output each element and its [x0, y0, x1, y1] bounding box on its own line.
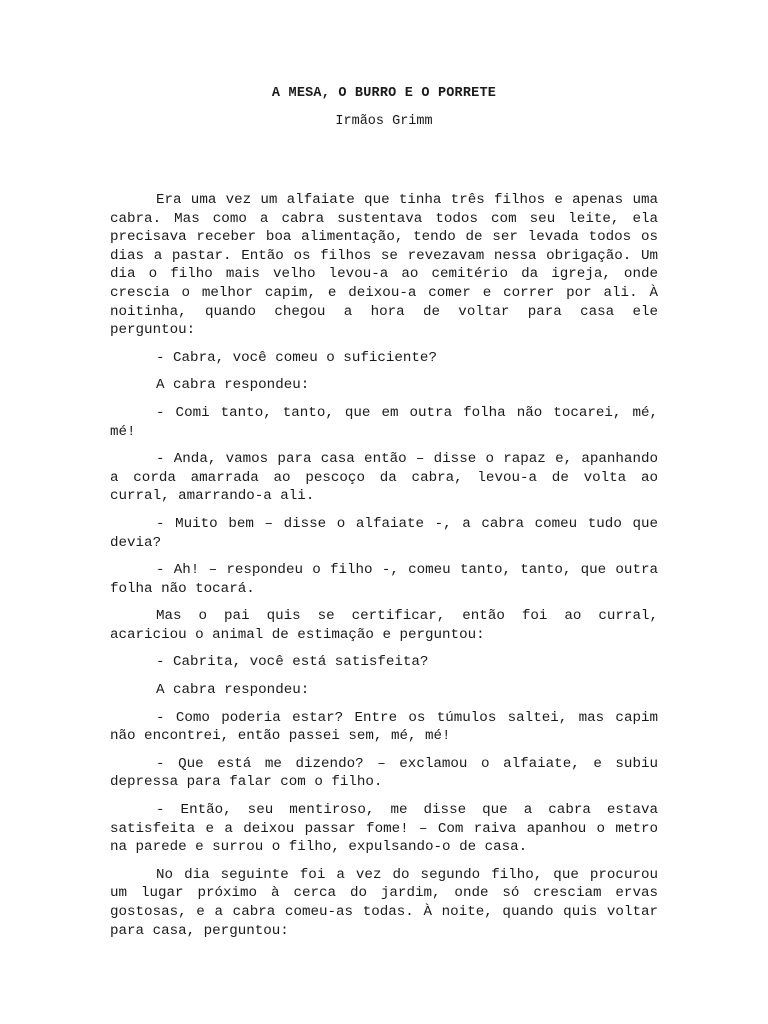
- paragraph: No dia seguinte foi a vez do segundo filho, que procurou um lugar próximo à cerca do jardim, onde só cresciam ervas gostosas, e a cabra comeu-as todas. À noite, quando quis voltar para casa, perguntou:: [110, 866, 658, 939]
- paragraph: Mas o pai quis se certificar, então foi ao curral, acariciou o animal de estimação e perguntou:: [110, 608, 658, 643]
- paragraph: - Anda, vamos para casa então – disse o rapaz e, apanhando a corda amarrada ao pescoço da cabra, levou-a de volta ao curral, amarrando-a ali.: [110, 451, 658, 505]
- paragraph: Era uma vez um alfaiate que tinha três filhos e apenas uma cabra. Mas como a cabra sustentava todos com seu leite, ela precisava receber boa alimentação, tendo de ser levada todos os dias a pastar. Então os filhos se revezavam nessa obrigação. Um dia o filho mais velho levou-a ao cemitério da igreja, onde crescia o melhor capim, e deixou-a comer e correr por ali. À noitinha, quando chegou a hora de voltar para casa ele perguntou:: [110, 192, 658, 339]
- paragraph: A cabra respondeu:: [156, 377, 310, 394]
- document-author: Irmãos Grimm: [335, 114, 433, 129]
- paragraph: - Muito bem – disse o alfaiate -, a cabra comeu tudo que devia?: [110, 515, 658, 551]
- document-title: A MESA, O BURRO E O PORRETE: [271, 86, 497, 101]
- paragraph: - Comi tanto, tanto, que em outra folha não tocarei, mé, mé!: [110, 404, 658, 440]
- paragraph: - Cabrita, você está satisfeita?: [156, 654, 429, 671]
- paragraph: - Então, seu mentiroso, me disse que a cabra estava satisfeita e a deixou passar fome! – Com raiva apanhou o metro na parede e surrou o filho, expulsando-o de casa.: [110, 802, 658, 856]
- paragraph: - Como poderia estar? Entre os túmulos saltei, mas capim não encontrei, então passei sem, mé, mé!: [110, 709, 658, 745]
- paragraph: - Ah! – respondeu o filho -, comeu tanto, tanto, que outra folha não tocará.: [110, 562, 658, 597]
- document-body: [110, 191, 658, 949]
- paragraph: - Cabra, você comeu o suficiente?: [156, 349, 437, 366]
- paragraph: A cabra respondeu:: [156, 682, 310, 699]
- paragraph: - Que está me dizendo? – exclamou o alfaiate, e subiu depressa para falar com o filho.: [110, 755, 658, 791]
